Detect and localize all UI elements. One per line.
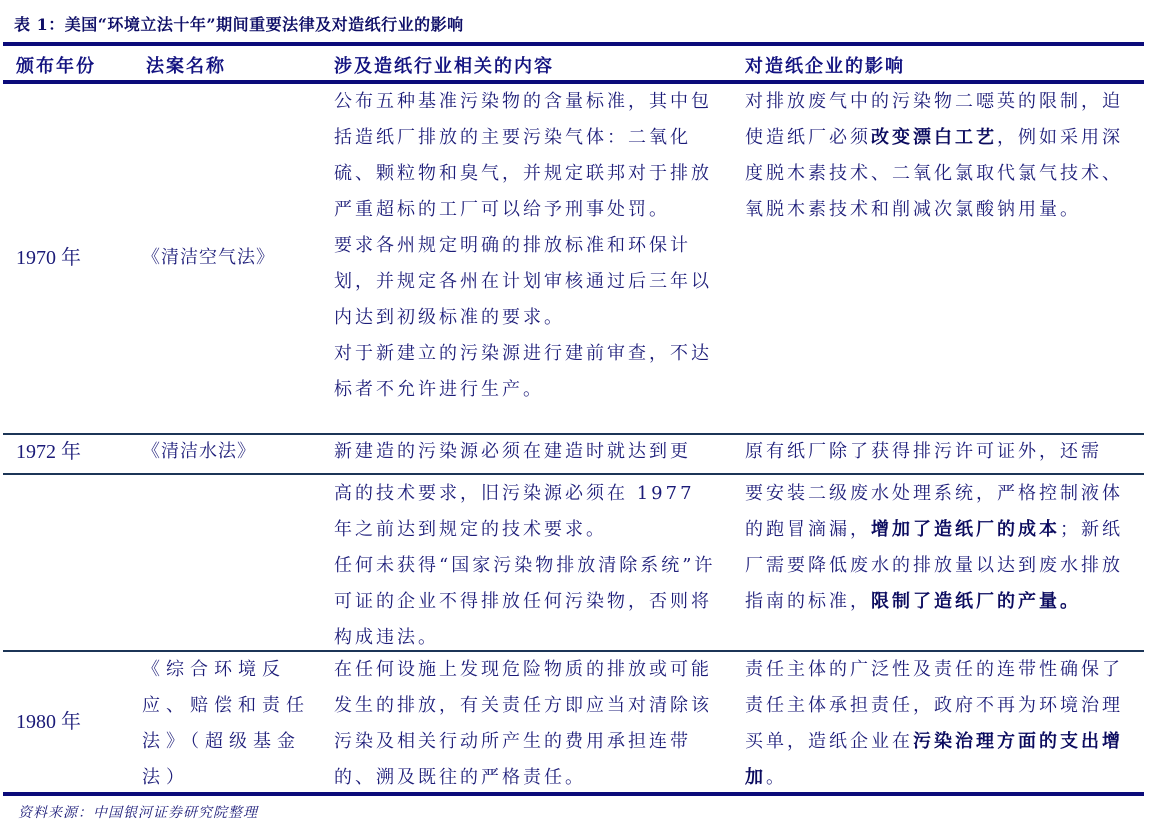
- row1-content-para: 对于新建立的污染源进行建前审查，不达标者不允许进行生产。: [334, 343, 712, 400]
- row3-year: 1980 年: [16, 711, 81, 733]
- row2-content-para: 任何未获得“国家污染物排放清除系统”许可证的企业不得排放任何污染物，否则将构成违法。: [334, 555, 716, 648]
- impact-emphasis: 限制了造纸厂的产量。: [871, 591, 1081, 612]
- row1-impact: 对排放废气中的污染物二噁英的限制，迫使造纸厂必须改变漂白工艺，例如采用深度脱木素技术、二氧化氯取代氯气技术、氧脱木素技术和削减次氯酸钠用量。: [745, 91, 1123, 220]
- row2-law: 《清洁水法》: [142, 441, 256, 462]
- row3-impact: 责任主体的广泛性及责任的连带性确保了责任主体承担责任，政府不再为环境治理买单，造纸企业在污染治理方面的支出增加。: [745, 659, 1123, 788]
- header-law: 法案名称: [146, 56, 226, 77]
- row2-content: [334, 476, 724, 656]
- row3-content: [334, 652, 724, 796]
- impact-emphasis: 增加了造纸厂的成本: [871, 519, 1060, 540]
- row3-law: 《综合环境反应、赔偿和责任法》（超级基金法）: [142, 659, 310, 788]
- header-year: 颁布年份: [16, 56, 96, 77]
- header-impact: 对造纸企业的影响: [745, 56, 905, 77]
- row2-year: 1972 年: [16, 441, 81, 463]
- impact-emphasis: 改变漂白工艺: [871, 127, 997, 148]
- rule-table-bottom: [3, 792, 1144, 796]
- impact-emphasis: 污染治理方面的支出增加: [745, 731, 1123, 788]
- row2-impact-first: 原有纸厂除了获得排污许可证外，还需: [745, 441, 1102, 462]
- row2-impact: 要安装二级废水处理系统，严格控制液体的跑冒滴漏，增加了造纸厂的成本；新纸厂需要降低废水的排放量以达到废水排放指南的标准，限制了造纸厂的产量。: [745, 483, 1123, 612]
- header-content: 涉及造纸行业相关的内容: [334, 56, 554, 77]
- rule-top: [3, 42, 1144, 46]
- row1-law: 《清洁空气法》: [142, 247, 275, 268]
- row1-content: [334, 84, 724, 408]
- row2-content-para: 高的技术要求，旧污染源必须在 1977 年之前达到规定的技术要求。: [334, 483, 695, 540]
- row1-content-para: 要求各州规定明确的排放标准和环保计划，并规定各州在计划审核通过后三年以内达到初级标准的要求。: [334, 235, 712, 328]
- rule-row2-split: [3, 473, 1144, 475]
- table-caption: 表 1：美国“环境立法十年”期间重要法律及对造纸行业的影响: [14, 15, 464, 34]
- row1-year: 1970 年: [16, 247, 81, 269]
- row3-content-para: 在任何设施上发现危险物质的排放或可能发生的排放，有关责任方即应当对清除该污染及相关行动所产生的费用承担连带的、溯及既往的严格责任。: [334, 659, 712, 788]
- row1-content-para: 公布五种基准污染物的含量标准，其中包括造纸厂排放的主要污染气体：二氧化硫、颗粒物和臭气，并规定联邦对于排放严重超标的工厂可以给予刑事处罚。: [334, 91, 712, 220]
- row2-content-first: 新建造的污染源必须在建造时就达到更: [334, 441, 691, 462]
- source-note: 资料来源：中国银河证券研究院整理: [18, 805, 258, 821]
